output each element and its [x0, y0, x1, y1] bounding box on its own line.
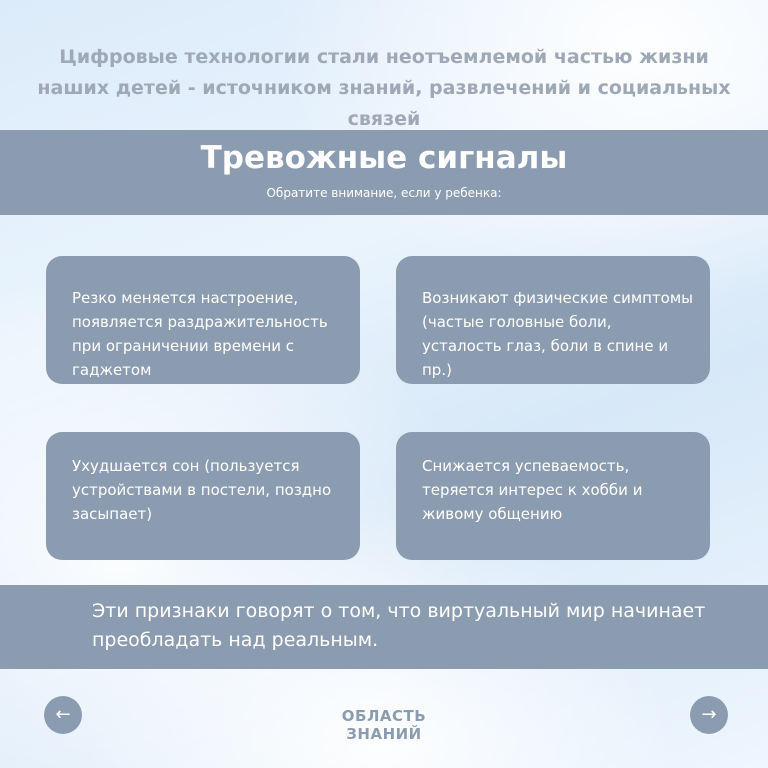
signal-card-performance: [396, 432, 710, 560]
signal-card-text: Снижается успеваемость, теряется интерес к хобби и живому общению: [422, 457, 643, 523]
page-subtitle: Обратите внимание, если у ребенка:: [266, 186, 502, 200]
previous-slide-button[interactable]: [44, 696, 82, 734]
signal-card-text: Возникают физические симптомы (частые головные боли, усталость глаз, боли в спине и пр.): [422, 289, 694, 379]
page-title: Тревожные сигналы: [200, 140, 568, 176]
header-band: [0, 130, 768, 215]
logo-line-2: ЗНАНИЙ: [346, 725, 422, 743]
intro-text: Цифровые технологии стали неотъемлемой частью жизни наших детей - источником знаний, развлечений и социальных связей: [37, 46, 731, 130]
signal-card-mood: [46, 256, 360, 384]
logo-line-1: ОБЛАСТЬ: [341, 707, 427, 725]
logo: [314, 707, 454, 743]
signal-card-text: Резко меняется настроение, появляется раздражительность при ограничении времени с гаджетом: [72, 289, 328, 379]
signal-card-sleep: [46, 432, 360, 560]
conclusion-band: [0, 585, 768, 669]
arrow-right-icon: →: [701, 704, 717, 725]
conclusion-text: Эти признаки говорят о том, что виртуальный мир начинает преобладать над реальным.: [92, 600, 706, 651]
signal-card-text: Ухудшается сон (пользуется устройствами в постели, поздно засыпает): [72, 457, 332, 523]
arrow-left-icon: ←: [55, 704, 71, 725]
signal-card-physical: [396, 256, 710, 384]
next-slide-button[interactable]: [690, 696, 728, 734]
